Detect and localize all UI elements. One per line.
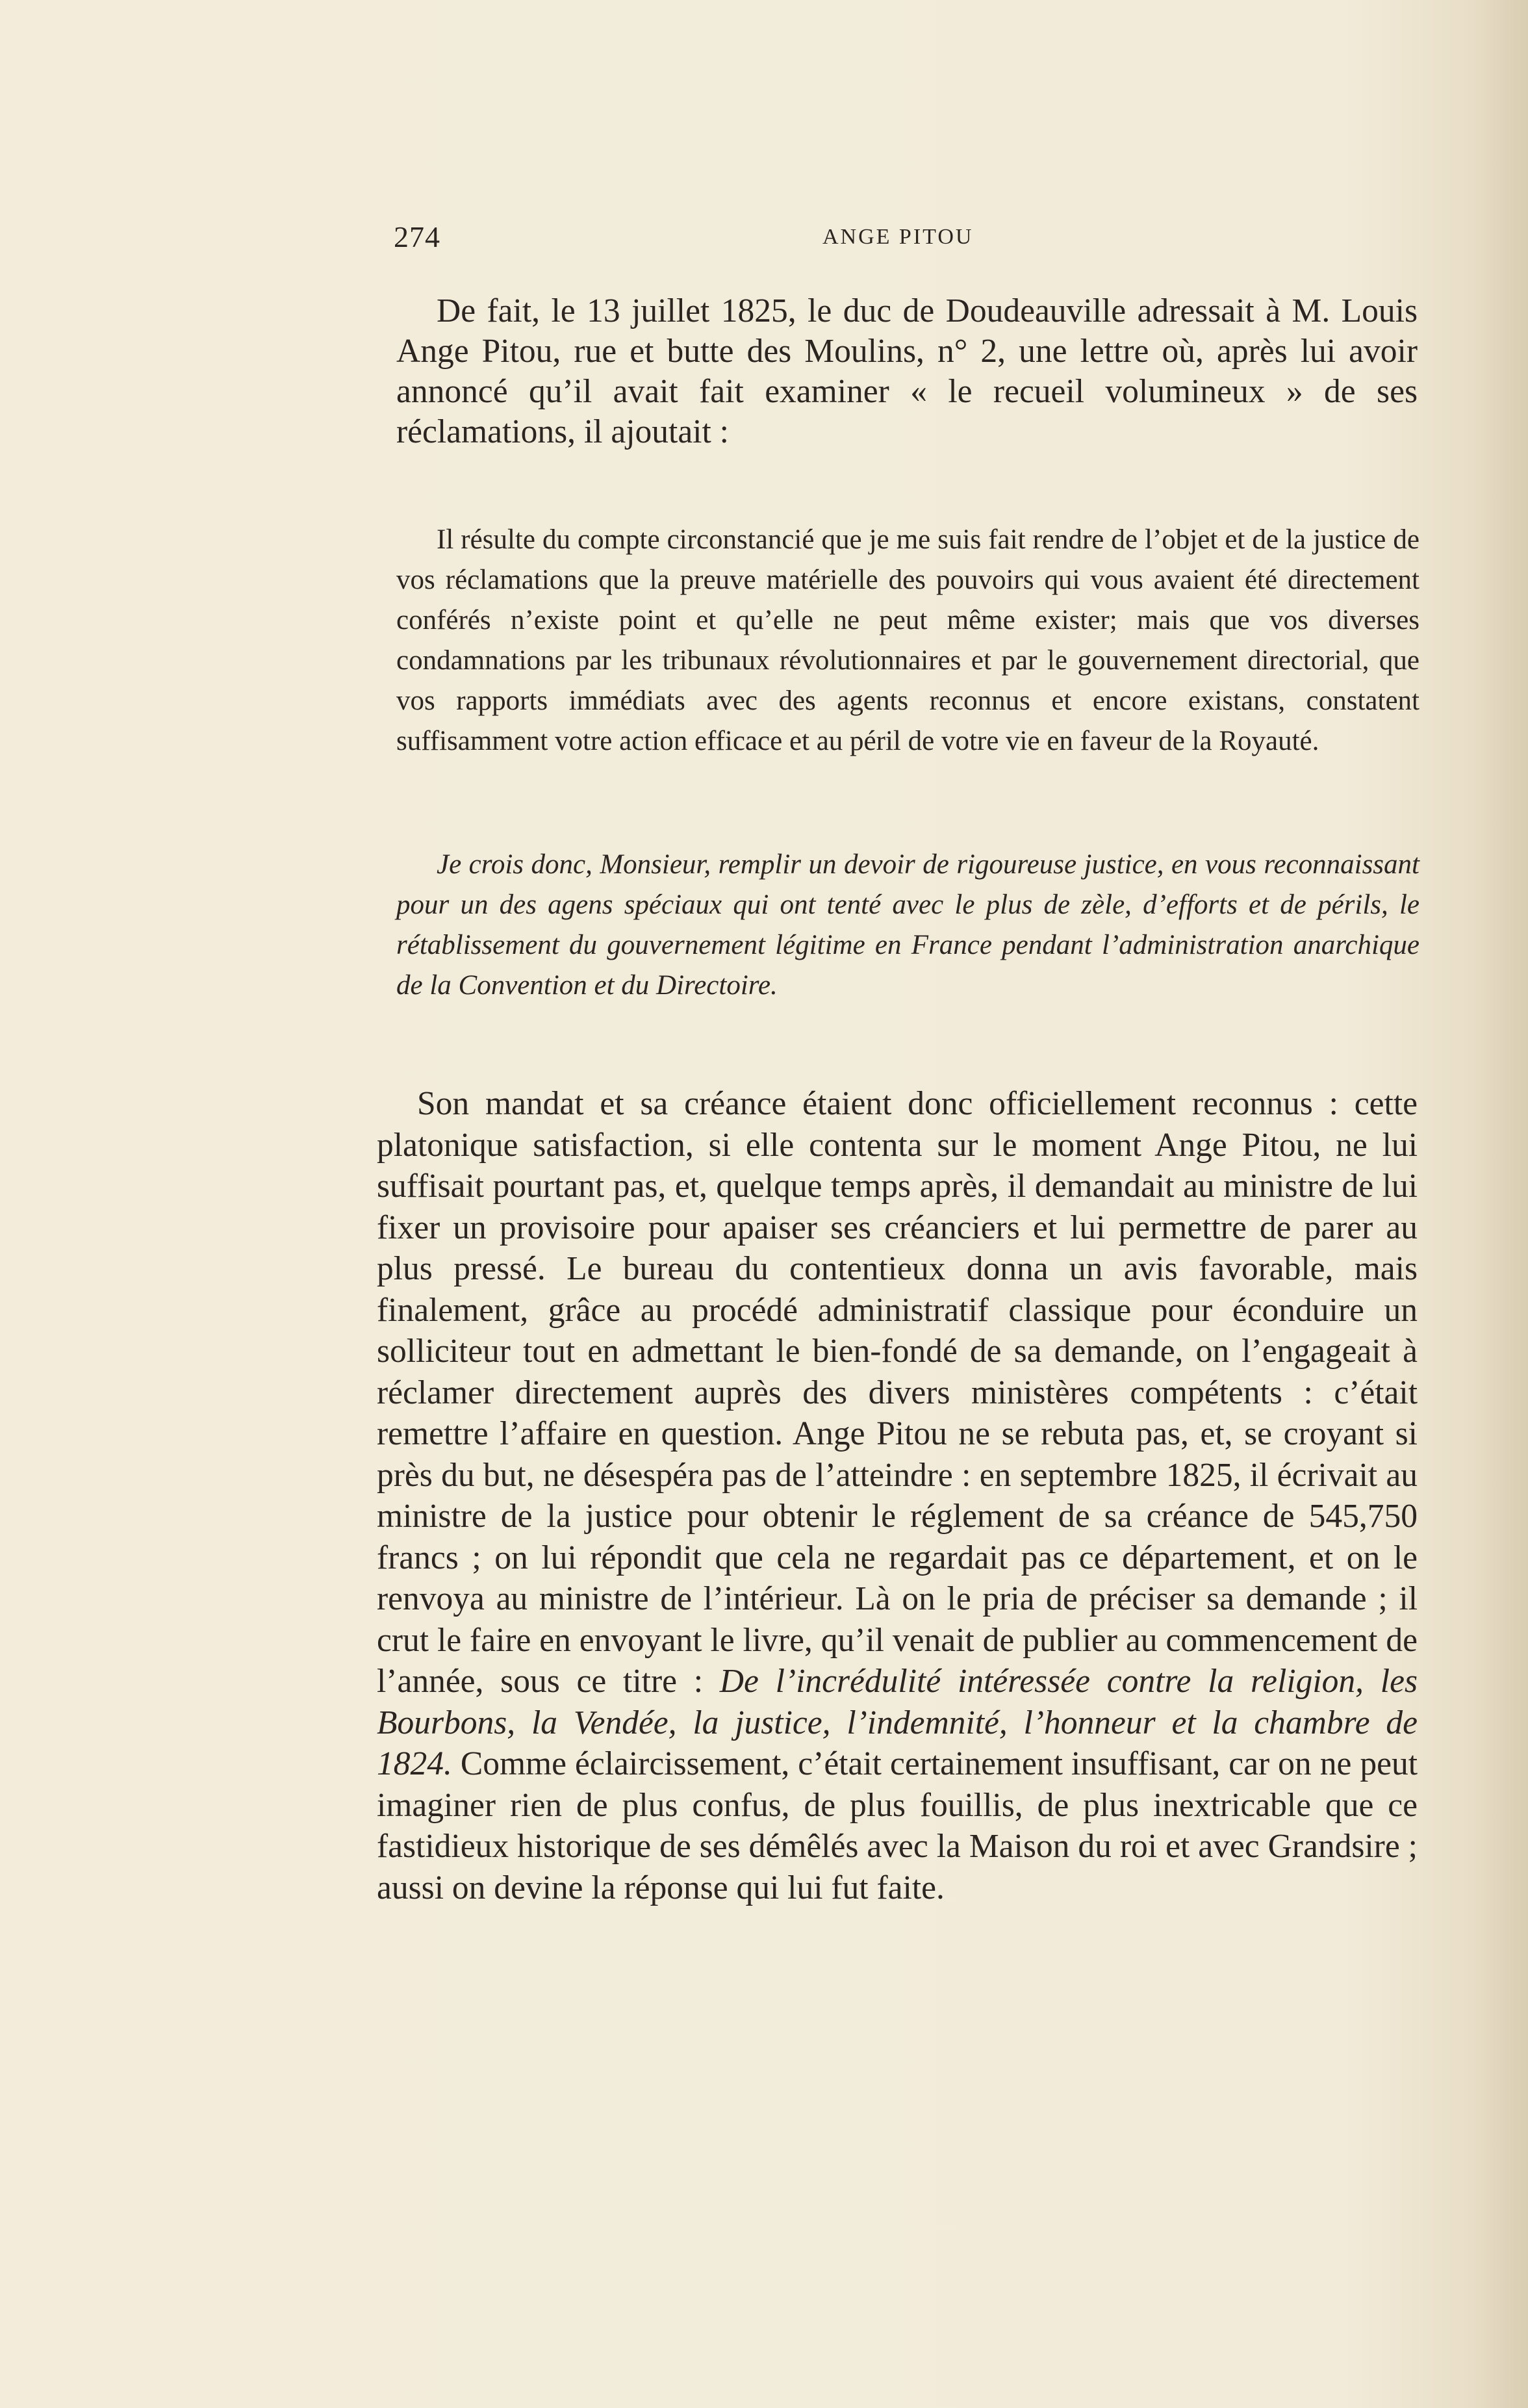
letter-quote-italic-paragraph: Je crois donc, Monsieur, remplir un devoir de rigoureuse justice, en vous reconnaissant pour un des agens spéciaux qui ont tenté avec le plus de zèle, d’efforts et de périls, le rétablissement du gouvernement légitime en France pendant l’administration anarchique de la Convention et du Directoire. — [396, 849, 1420, 1001]
intro-paragraph: De fait, le 13 juillet 1825, le duc de Doudeauville adressait à M. Louis Ange Pitou, rue et butte des Moulins, n° 2, une lettre où, après lui avoir annoncé qu’il avait fait examiner « le recueil volumineux » de ses réclamations, il ajoutait : — [396, 292, 1418, 450]
letter-quote-paragraph: Il résulte du compte circonstancié que je me suis fait rendre de l’objet et de la justice de vos réclamations que la preuve matérielle des pouvoirs qui vous avaient été directement conférés n’existe point et qu’elle ne peut même exister; mais que vos diverses condamnations par les tribunaux révolutionnaires et par le gouvernement directorial, que vos rapports immédiats avec des agents reconnus et encore existans, constatent suffisamment votre action efficace et au péril de votre vie en faveur de la Royauté. — [396, 524, 1420, 756]
body-text-part-2: Comme éclaircissement, c’était certainement insuffisant, car on ne peut imaginer rien de plus confus, de plus fouillis, de plus inextricable que ce fastidieux historique de ses démêlés avec la Maison du roi et avec Grandsire ; aussi on devine la réponse qui lui fut faite. — [377, 1745, 1418, 1906]
book-title: De l’incrédulité intéressée contre la religion, les Bourbons, la Vendée, la justice, l’indemnité, l’honneur et la chambre de 1824. — [377, 1663, 1418, 1782]
body-paragraph — [377, 1083, 1418, 1908]
running-title: ANGE PITOU — [822, 225, 974, 249]
page-number: 274 — [394, 220, 440, 253]
page-header — [394, 220, 1407, 259]
body-text-part-1: Son mandat et sa créance étaient donc officiellement reconnus : cette platonique satisfaction, si elle contenta sur le moment Ange Pitou, ne lui suffisait pourtant pas, et, quelque temps après, il demandait au ministre de lui fixer un provisoire pour apaiser ses créanciers et lui permettre de parer au plus pressé. Le bureau du contentieux donna un avis favorable, mais finalement, grâce au procédé administratif classique pour éconduire un solliciteur tout en admettant le bien-fondé de sa demande, on l’engageait à réclamer directement auprès des divers ministères compétents : c’était remettre l’affaire en question. Ange Pitou ne se rebuta pas, et, se croyant si près du but, ne désespéra pas de l’atteindre : en septembre 1825, il écrivait au ministre de la justice pour obtenir le réglement de sa créance de 545,750 francs ; on lui répondit que cela ne regardait pas ce département, et on le renvoya au ministre de l’intérieur. Là on le pria de préciser sa demande ; il crut le faire en envoyant le livre, qu’il venait de publier au commencement de l’année, sous ce titre : — [377, 1085, 1418, 1700]
